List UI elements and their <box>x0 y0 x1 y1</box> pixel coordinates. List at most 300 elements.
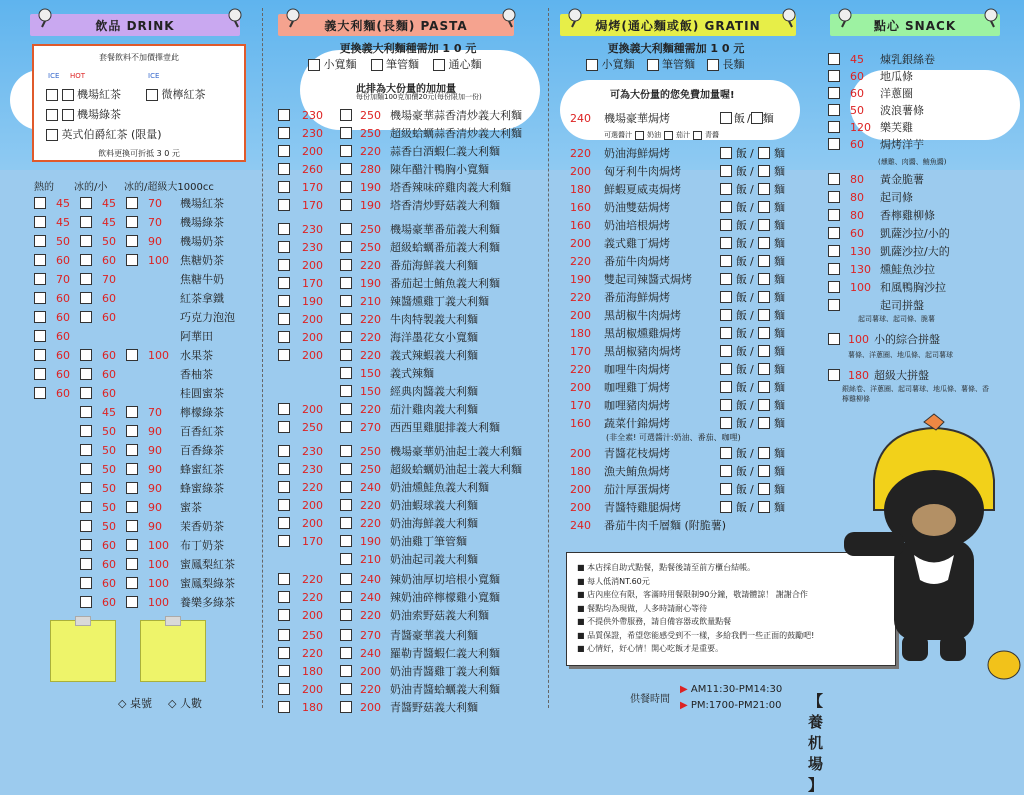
gratin-price: 220 <box>570 362 591 376</box>
rice-checkbox[interactable] <box>720 237 732 249</box>
drink-checkbox[interactable] <box>80 406 92 418</box>
drink-checkbox[interactable] <box>34 387 46 399</box>
noodle-option[interactable]: 筆管麵 <box>647 56 696 72</box>
gratin-price: 200 <box>570 482 591 496</box>
pasta-checkbox[interactable] <box>278 591 290 603</box>
rice-checkbox[interactable] <box>720 465 732 477</box>
rice-checkbox[interactable] <box>720 273 732 285</box>
drink-name: 紅茶拿鐵 <box>180 292 224 305</box>
snack-checkbox[interactable] <box>828 245 840 257</box>
pasta-big-price: 220 <box>360 330 381 344</box>
noodle-checkbox[interactable] <box>758 273 770 285</box>
pasta-price: 230 <box>302 108 323 122</box>
drink-checkbox[interactable] <box>126 596 138 608</box>
bear-mascot <box>844 420 1024 690</box>
noodle-option[interactable]: 長麵 <box>707 56 745 72</box>
rice-checkbox[interactable] <box>720 147 732 159</box>
drink-checkbox[interactable] <box>80 216 92 228</box>
drink-checkbox[interactable] <box>80 349 92 361</box>
rice-checkbox[interactable] <box>720 483 732 495</box>
drink-checkbox[interactable] <box>126 216 138 228</box>
slash: / <box>750 380 754 394</box>
rice-checkbox[interactable] <box>720 183 732 195</box>
combo-big-desc: 銀絲卷、洋蔥圈、起司薯球、地瓜條、薯條、香檸雞柳條 <box>842 385 989 403</box>
pasta-checkbox[interactable] <box>278 517 290 529</box>
pasta-big-price: 210 <box>360 294 381 308</box>
noodle-checkbox[interactable] <box>758 219 770 231</box>
drink-checkbox[interactable] <box>80 387 92 399</box>
noodle-checkbox[interactable] <box>758 255 770 267</box>
drink-name: 焦糖牛奶 <box>180 273 224 286</box>
noodle-checkbox[interactable] <box>758 183 770 195</box>
drink-checkbox[interactable] <box>80 254 92 266</box>
pasta-big-checkbox[interactable] <box>340 609 352 621</box>
drink-checkbox[interactable] <box>80 482 92 494</box>
rice-checkbox[interactable] <box>720 327 732 339</box>
sauce-checkbox[interactable] <box>635 131 644 140</box>
drink-checkbox[interactable] <box>126 197 138 209</box>
drink-checkbox[interactable] <box>80 197 92 209</box>
drink-name: 焦糖奶茶 <box>180 254 224 267</box>
notice-item: ■ 店內座位有限，客滿時用餐限制90分鐘，敬請體諒！ 謝謝合作 <box>577 590 808 599</box>
rice-label: 飯 <box>736 309 747 322</box>
gratin-price: 220 <box>570 146 591 160</box>
drink-checkbox[interactable] <box>126 463 138 475</box>
snack-checkbox[interactable] <box>828 299 840 311</box>
rice-checkbox[interactable] <box>720 447 732 459</box>
pasta-checkbox[interactable] <box>278 277 290 289</box>
noodle-checkbox[interactable] <box>758 165 770 177</box>
snack-checkbox[interactable] <box>828 87 840 99</box>
pasta-swap-note: 更換義大利麵種需加 1 0 元 <box>339 42 477 55</box>
pasta-checkbox[interactable] <box>278 127 290 139</box>
pasta-checkbox[interactable] <box>278 109 290 121</box>
rice-checkbox[interactable] <box>720 219 732 231</box>
pasta-checkbox[interactable] <box>278 295 290 307</box>
pasta-checkbox[interactable] <box>278 629 290 641</box>
drink-checkbox[interactable] <box>126 235 138 247</box>
pasta-big-checkbox[interactable] <box>340 481 352 493</box>
gratin-price: 180 <box>570 326 591 340</box>
pasta-name: 奶油青醬蛤蠣義大利麵 <box>390 683 500 696</box>
drink-price: 100 <box>148 557 169 571</box>
drink-checkbox[interactable] <box>126 558 138 570</box>
pasta-checkbox[interactable] <box>278 199 290 211</box>
pasta-checkbox[interactable] <box>278 535 290 547</box>
pasta-checkbox[interactable] <box>278 403 290 415</box>
pushpin-icon <box>980 6 1002 28</box>
pasta-name: 青醬野菇義大利麵 <box>390 701 478 714</box>
pasta-header: 義大利麵(長麵) PASTA <box>278 14 514 36</box>
drink-checkbox[interactable] <box>80 558 92 570</box>
pasta-checkbox[interactable] <box>278 145 290 157</box>
pasta-checkbox[interactable] <box>278 609 290 621</box>
drink-checkbox[interactable] <box>34 349 46 361</box>
pasta-checkbox[interactable] <box>278 421 290 433</box>
gratin-price: 180 <box>570 182 591 196</box>
pasta-big-price: 270 <box>360 420 381 434</box>
snack-checkbox[interactable] <box>828 138 840 150</box>
drink-price: 60 <box>102 291 116 305</box>
drink-checkbox[interactable] <box>34 197 46 209</box>
pasta-big-checkbox[interactable] <box>340 259 352 271</box>
drink-checkbox[interactable] <box>80 292 92 304</box>
rice-label: 飯 <box>736 501 747 514</box>
snack-name: 凱薩沙拉/大的 <box>880 245 950 258</box>
noodle-checkbox[interactable] <box>758 147 770 159</box>
slash: / <box>750 146 754 160</box>
rice-label: 飯 <box>736 363 747 376</box>
pasta-big-checkbox[interactable] <box>340 199 352 211</box>
col-cold-small-label: 冰的/小 <box>74 182 108 193</box>
drink-checkbox[interactable] <box>126 406 138 418</box>
noodle-label: 麵 <box>774 309 785 322</box>
pasta-big-checkbox[interactable] <box>340 683 352 695</box>
snack-checkbox[interactable] <box>828 104 840 116</box>
noodle-checkbox[interactable] <box>758 291 770 303</box>
drink-name: 百香紅茶 <box>180 425 224 438</box>
drink-checkbox[interactable] <box>126 501 138 513</box>
drink-price: 70 <box>148 215 162 229</box>
snack-checkbox[interactable] <box>828 281 840 293</box>
snack-name: 起司條 <box>880 191 913 204</box>
drink-checkbox[interactable] <box>80 444 92 456</box>
drink-name: 機場紅茶 <box>180 197 224 210</box>
snack-name: 波浪薯條 <box>880 104 924 117</box>
gratin-big-note: 可為大份量的您免費加量喔! <box>610 90 735 101</box>
noodle-label: 麵 <box>774 399 785 412</box>
pasta-checkbox[interactable] <box>278 163 290 175</box>
drink-price: 60 <box>102 557 116 571</box>
pasta-checkbox[interactable] <box>278 499 290 511</box>
pasta-checkbox[interactable] <box>278 701 290 713</box>
slash: / <box>750 398 754 412</box>
rice-checkbox[interactable] <box>720 291 732 303</box>
rice-checkbox[interactable] <box>720 309 732 321</box>
pushpin-icon <box>834 6 856 28</box>
hours-label: 供餐時間 <box>630 694 670 705</box>
gratin-price: 200 <box>570 308 591 322</box>
drink-checkbox[interactable] <box>126 482 138 494</box>
drink-price: 60 <box>102 367 116 381</box>
snack-price: 60 <box>850 137 864 151</box>
gratin-price: 160 <box>570 200 591 214</box>
gratin-header: 焗烤(通心麵或飯) GRATIN <box>560 14 796 36</box>
noodle-checkbox[interactable] <box>758 483 770 495</box>
drink-checkbox[interactable] <box>80 501 92 513</box>
rice-checkbox[interactable] <box>720 417 732 429</box>
pasta-checkbox[interactable] <box>278 313 290 325</box>
people-count-note[interactable] <box>140 620 206 682</box>
set-item-lemon-tea[interactable]: 微檸紅茶 <box>146 86 206 102</box>
noodle-checkbox[interactable] <box>758 465 770 477</box>
pasta-big-checkbox[interactable] <box>340 277 352 289</box>
pasta-big-checkbox[interactable] <box>340 573 352 585</box>
rice-checkbox[interactable] <box>720 501 732 513</box>
noodle-checkbox[interactable] <box>758 345 770 357</box>
drink-checkbox[interactable] <box>34 235 46 247</box>
pasta-big-checkbox[interactable] <box>340 421 352 433</box>
pasta-price: 220 <box>302 590 323 604</box>
noodle-checkbox[interactable] <box>758 501 770 513</box>
pasta-big-checkbox[interactable] <box>340 385 352 397</box>
drink-checkbox[interactable] <box>126 349 138 361</box>
drink-checkbox[interactable] <box>80 425 92 437</box>
drink-checkbox[interactable] <box>126 539 138 551</box>
pasta-price: 200 <box>302 516 323 530</box>
hours-dinner: ▶ PM:1700-PM21:00 <box>680 700 782 711</box>
noodle-checkbox[interactable] <box>758 309 770 321</box>
pasta-big-price: 220 <box>360 258 381 272</box>
rice-label: 飯 <box>736 345 747 358</box>
pasta-big-checkbox[interactable] <box>340 145 352 157</box>
pasta-checkbox[interactable] <box>278 481 290 493</box>
snack-header: 點心 SNACK <box>830 14 1000 36</box>
pasta-big-price: 250 <box>360 222 381 236</box>
drink-checkbox[interactable] <box>126 254 138 266</box>
drink-checkbox[interactable] <box>80 235 92 247</box>
noodle-checkbox[interactable] <box>758 327 770 339</box>
snack-name: 燻鮭魚沙拉 <box>880 263 935 276</box>
rice-checkbox[interactable] <box>720 112 732 124</box>
drink-checkbox[interactable] <box>34 311 46 323</box>
table-label: ◇ 桌號 <box>118 697 152 710</box>
pasta-big-checkbox[interactable] <box>340 163 352 175</box>
drink-checkbox[interactable] <box>80 520 92 532</box>
noodle-checkbox[interactable] <box>758 417 770 429</box>
pasta-big-price: 220 <box>360 144 381 158</box>
pasta-big-checkbox[interactable] <box>340 701 352 713</box>
rice-label: 飯 <box>736 273 747 286</box>
drink-checkbox[interactable] <box>34 292 46 304</box>
pasta-big-checkbox[interactable] <box>340 241 352 253</box>
drink-checkbox[interactable] <box>34 273 46 285</box>
noodle-checkbox[interactable] <box>758 201 770 213</box>
rice-checkbox[interactable] <box>720 363 732 375</box>
snack-checkbox[interactable] <box>828 191 840 203</box>
drink-checkbox[interactable] <box>80 463 92 475</box>
people-label: ◇ 人數 <box>168 697 202 710</box>
pasta-big-checkbox[interactable] <box>340 223 352 235</box>
pasta-name: 陳年醋汁鴨胸小寬麵 <box>390 163 489 176</box>
drink-price: 60 <box>56 310 70 324</box>
pasta-big-checkbox[interactable] <box>340 499 352 511</box>
pasta-big-price: 190 <box>360 180 381 194</box>
rice-checkbox[interactable] <box>720 165 732 177</box>
pasta-price: 230 <box>302 222 323 236</box>
pasta-big-checkbox[interactable] <box>340 349 352 361</box>
pasta-big-checkbox[interactable] <box>340 629 352 641</box>
pasta-big-checkbox[interactable] <box>340 109 352 121</box>
combo-small[interactable]: 100 小的綜合拼盤 <box>828 330 940 348</box>
noodle-label: 麵 <box>774 345 785 358</box>
noodle-checkbox[interactable] <box>758 237 770 249</box>
pasta-big-price: 200 <box>360 664 381 678</box>
drink-name: 機場綠茶 <box>180 216 224 229</box>
pasta-price: 170 <box>302 534 323 548</box>
noodle-option[interactable]: 小寬麵 <box>308 56 357 72</box>
notice-item: ■ 餐點均為現做，人多時請耐心等待 <box>577 603 708 613</box>
noodle-label: 麵 <box>774 501 785 514</box>
rice-checkbox[interactable] <box>720 201 732 213</box>
snack-checkbox[interactable] <box>828 53 840 65</box>
pasta-big-checkbox[interactable] <box>340 591 352 603</box>
snack-price: 60 <box>850 226 864 240</box>
drink-price: 50 <box>102 443 116 457</box>
pasta-big-checkbox[interactable] <box>340 127 352 139</box>
bullet-icon: ■ <box>577 563 588 572</box>
noodle-checkbox[interactable] <box>758 399 770 411</box>
noodle-label: 麵 <box>774 219 785 232</box>
sauce-checkbox[interactable] <box>693 131 702 140</box>
drink-checkbox[interactable] <box>126 425 138 437</box>
rice-checkbox[interactable] <box>720 381 732 393</box>
drink-name: 蜜茶 <box>180 501 202 514</box>
noodle-option[interactable]: 小寬麵 <box>586 56 635 72</box>
drink-price: 90 <box>148 500 162 514</box>
snack-checkbox[interactable] <box>828 209 840 221</box>
pasta-name: 奶油蝦球義大利麵 <box>390 499 478 512</box>
slash: / <box>750 464 754 478</box>
pasta-name: 奶油海鮮義大利麵 <box>390 517 478 530</box>
pasta-checkbox[interactable] <box>278 445 290 457</box>
pasta-noodle-options <box>308 56 482 72</box>
drink-checkbox[interactable] <box>126 520 138 532</box>
drink-name: 布丁奶茶 <box>180 539 224 552</box>
pushpin-icon <box>282 6 304 28</box>
set-item-earl-grey[interactable]: 英式伯爵紅茶 (限量) <box>46 126 162 142</box>
pasta-checkbox[interactable] <box>278 573 290 585</box>
drink-checkbox[interactable] <box>34 368 46 380</box>
snack-checkbox[interactable] <box>828 227 840 239</box>
pasta-big-checkbox[interactable] <box>340 535 352 547</box>
rice-checkbox[interactable] <box>720 345 732 357</box>
drink-checkbox[interactable] <box>126 577 138 589</box>
noodle-label: 麵 <box>774 447 785 460</box>
rice-label: 飯 <box>736 447 747 460</box>
pasta-checkbox[interactable] <box>278 331 290 343</box>
drink-checkbox[interactable] <box>80 368 92 380</box>
pasta-checkbox[interactable] <box>278 241 290 253</box>
pasta-name: 義式辣麵 <box>390 367 434 380</box>
rice-checkbox[interactable] <box>720 255 732 267</box>
sauce-checkbox[interactable] <box>664 131 673 140</box>
pasta-big-price: 220 <box>360 682 381 696</box>
noodle-checkbox[interactable] <box>758 447 770 459</box>
snack-column <box>818 0 1024 718</box>
notice-item: ■ 不提供外帶服務，請自備容器或飲量點餐 <box>577 617 732 626</box>
pasta-big-checkbox[interactable] <box>340 647 352 659</box>
snack-checkbox[interactable] <box>828 121 840 133</box>
pasta-name: 機場豪華蒜香清炒義大利麵 <box>390 109 522 122</box>
noodle-checkbox[interactable] <box>758 363 770 375</box>
noodle-checkbox[interactable] <box>758 381 770 393</box>
drink-name: 桂圓蜜茶 <box>180 387 224 400</box>
pasta-name: 超級蛤蠣番茄義大利麵 <box>390 241 500 254</box>
pasta-checkbox[interactable] <box>278 463 290 475</box>
pasta-big-checkbox[interactable] <box>340 445 352 457</box>
drink-checkbox[interactable] <box>80 539 92 551</box>
pasta-name: 辣奶油厚切培根小寬麵 <box>390 573 500 586</box>
drink-name: 巧克力泡泡 <box>180 311 235 324</box>
table-number-note[interactable] <box>50 620 116 682</box>
combo-big[interactable]: 180 超級大拼盤 <box>828 366 929 384</box>
drink-checkbox[interactable] <box>80 273 92 285</box>
drink-checkbox[interactable] <box>34 330 46 342</box>
notice-item: ■ 本店採自助式點餐，點餐後請至前方櫃台結帳。 <box>577 563 756 572</box>
pasta-name: 牛肉特製義大利麵 <box>390 313 478 326</box>
gratin-name: 黑胡椒燻雞焗烤 <box>604 327 681 340</box>
drink-checkbox[interactable] <box>126 444 138 456</box>
pasta-price: 200 <box>302 682 323 696</box>
rice-checkbox[interactable] <box>720 399 732 411</box>
col-hot-label: 熱的 <box>34 182 54 193</box>
drink-price: 60 <box>56 367 70 381</box>
snack-checkbox[interactable] <box>828 70 840 82</box>
pasta-big-checkbox[interactable] <box>340 367 352 379</box>
rice-label: 飯 <box>736 327 747 340</box>
snack-checkbox[interactable] <box>828 263 840 275</box>
pasta-big-checkbox[interactable] <box>340 313 352 325</box>
drink-price: 60 <box>56 291 70 305</box>
snack-checkbox[interactable] <box>828 173 840 185</box>
drink-checkbox[interactable] <box>80 577 92 589</box>
pasta-checkbox[interactable] <box>278 181 290 193</box>
gratin-name: 雙起司辣醬式焗烤 <box>604 273 692 286</box>
drink-checkbox[interactable] <box>80 596 92 608</box>
set-item-green-tea[interactable]: 機場綠茶 <box>46 106 121 122</box>
pasta-big-checkbox[interactable] <box>340 553 352 565</box>
pasta-checkbox[interactable] <box>278 349 290 361</box>
pasta-big-checkbox[interactable] <box>340 517 352 529</box>
drink-checkbox[interactable] <box>34 254 46 266</box>
pasta-name: 青醬豪華義大利麵 <box>390 629 478 642</box>
noodle-checkbox[interactable] <box>751 112 763 124</box>
pasta-big-checkbox[interactable] <box>340 403 352 415</box>
pasta-big-price: 240 <box>360 646 381 660</box>
noodle-label: 麵 <box>774 147 785 160</box>
noodle-label: 麵 <box>774 255 785 268</box>
pasta-big-checkbox[interactable] <box>340 665 352 677</box>
pasta-checkbox[interactable] <box>278 647 290 659</box>
pasta-name: 義式辣蝦義大利麵 <box>390 349 478 362</box>
pasta-big-checkbox[interactable] <box>340 295 352 307</box>
pasta-checkbox[interactable] <box>278 665 290 677</box>
pasta-big-checkbox[interactable] <box>340 463 352 475</box>
gratin-name: 匈牙利牛肉焗烤 <box>604 165 681 178</box>
pasta-checkbox[interactable] <box>278 259 290 271</box>
drink-price: 50 <box>102 234 116 248</box>
noodle-option[interactable]: 通心麵 <box>433 56 482 72</box>
set-item-black-tea[interactable]: 機場紅茶 <box>46 86 121 102</box>
pasta-checkbox[interactable] <box>278 683 290 695</box>
noodle-option[interactable]: 筆管麵 <box>371 56 420 72</box>
pasta-name: 奶油青醬雞丁義大利麵 <box>390 665 500 678</box>
pasta-big-checkbox[interactable] <box>340 181 352 193</box>
pasta-checkbox[interactable] <box>278 223 290 235</box>
drink-checkbox[interactable] <box>34 216 46 228</box>
bullet-icon: ■ <box>577 630 588 640</box>
pasta-big-price: 220 <box>360 608 381 622</box>
drink-price: 50 <box>56 234 70 248</box>
gratin-price: 240 <box>570 518 591 532</box>
pasta-big-checkbox[interactable] <box>340 331 352 343</box>
rice-label: 飯 <box>736 237 747 250</box>
pasta-name: 西西里雞腿排義大利麵 <box>390 421 500 434</box>
notice-item: ■ 心情好，好心情！開心吃飯才是重要。 <box>577 644 724 653</box>
pasta-name: 奶油雞丁筆管麵 <box>390 535 467 548</box>
drink-checkbox[interactable] <box>80 311 92 323</box>
